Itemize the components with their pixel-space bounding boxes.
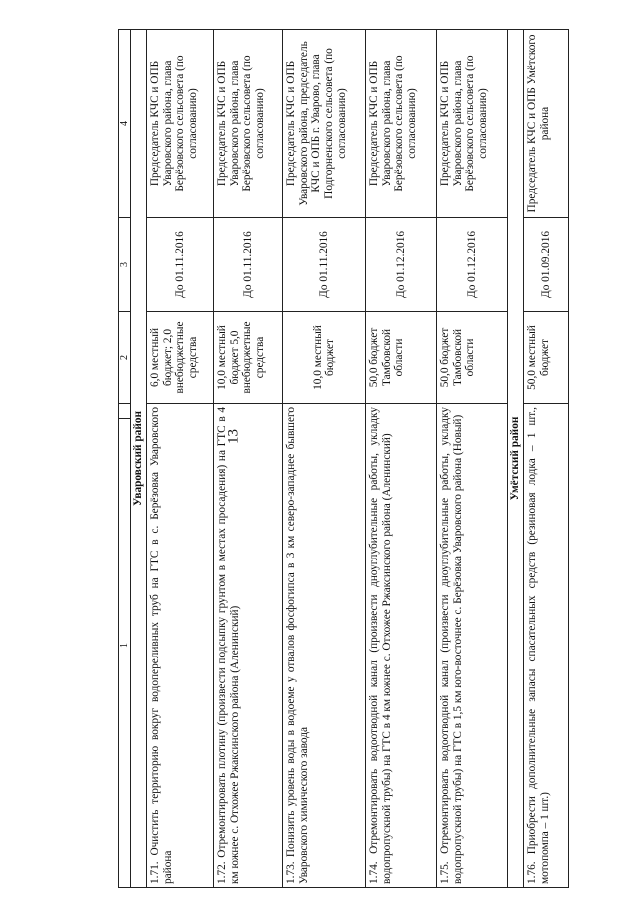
responsible-cell: Председатель КЧС и ОПБ Уваровского района, глава Берёзовского сельсовета (по согласованию) — [214, 30, 283, 218]
responsible-cell: Председатель КЧС и ОПБ Уваровского района, председатель КЧС и ОПБ г. Уварово, глава Подгорненского сельсовета (по согласованию) — [283, 30, 366, 218]
measures-table — [118, 29, 569, 888]
funding-cell: 6,0 местный бюджет; 2,0 внебюджетные средства — [147, 312, 214, 404]
responsible-cell: Председатель КЧС и ОПБ Умётского района — [524, 30, 569, 218]
responsible-cell: Председатель КЧС и ОПБ Уваровского района, глава Берёзовского сельсовета (по согласованию) — [437, 30, 508, 218]
task-cell: 1.71. Очистить территорию вокруг водопереливных труб на ГТС в с. Берёзовка Уваровского района — [147, 404, 214, 888]
table-row — [524, 30, 569, 888]
deadline-cell: До 01.09.2016 — [524, 218, 569, 312]
deadline-cell: До 01.12.2016 — [437, 218, 508, 312]
rotated-table-wrapper — [118, 30, 552, 888]
deadline-cell: До 01.12.2016 — [366, 218, 437, 312]
deadline-cell: До 01.11.2016 — [283, 218, 366, 312]
task-cell: 1.73. Понизить уровень воды в водоеме у отвалов фосфогипса в 3 км северо-западнее бывшего Уваровского химического завода — [283, 404, 366, 888]
task-cell: 1.72. Отремонтировать плотину (произвести подсыпку грунтом в местах просадения) на ГТС в 4 км южнее с. Отхожее Ржаксинского района (Аленинский) — [214, 404, 283, 888]
funding-cell: 10,0 местный бюджет — [283, 312, 366, 404]
section-row-uvarovsky — [131, 30, 147, 888]
section-title: Умётский район — [508, 30, 524, 888]
table-row — [214, 30, 283, 888]
page-number: 13 — [225, 429, 242, 444]
section-row-umetsky — [508, 30, 524, 888]
deadline-cell: До 01.11.2016 — [147, 218, 214, 312]
table-row — [437, 30, 508, 888]
header-col-3: 3 — [119, 218, 131, 312]
funding-cell: 50,0 бюджет Тамбовской области — [437, 312, 508, 404]
header-col-2: 2 — [119, 312, 131, 404]
task-cell: 1.75. Отремонтировать водоотводной канал (произвести дноуглубительные работы, укладку водопропускной трубы) на ГТС в 1,5 км юго-восточнее с. Берёзовка Уваровского района (Новый) — [437, 404, 508, 888]
responsible-cell: Председатель КЧС и ОПБ Уваровского района, глава Берёзовского сельсовета (по согласованию) — [147, 30, 214, 218]
task-cell: 1.76. Приобрести дополнительные запасы спасательных средств (резиновая лодка – 1 шт., мотопомпа – 1 шт.) — [524, 404, 569, 888]
header-col-1: 1 — [119, 404, 131, 888]
header-col-4: 4 — [119, 30, 131, 218]
funding-cell: 10,0 местный бюджет 5,0 внебюджетные средства — [214, 312, 283, 404]
deadline-cell: До 01.11.2016 — [214, 218, 283, 312]
table-row — [283, 30, 366, 888]
funding-cell: 50,0 бюджет Тамбовской области — [366, 312, 437, 404]
responsible-cell: Председатель КЧС и ОПБ Уваровского района, глава Берёзовского сельсовета (по согласованию) — [366, 30, 437, 218]
table-row — [147, 30, 214, 888]
header-row — [119, 30, 131, 888]
task-cell: 1.74. Отремонтировать водоотводной канал (произвести дноуглубительные работы, укладку водопропускной трубы) на ГТС в 4 км южнее с. Отхожее Ржаксинского района (Аленинский) — [366, 404, 437, 888]
funding-cell: 50,0 местный бюджет — [524, 312, 569, 404]
table-row — [366, 30, 437, 888]
section-title: Уваровский район — [131, 30, 147, 888]
document-page — [118, 30, 552, 888]
